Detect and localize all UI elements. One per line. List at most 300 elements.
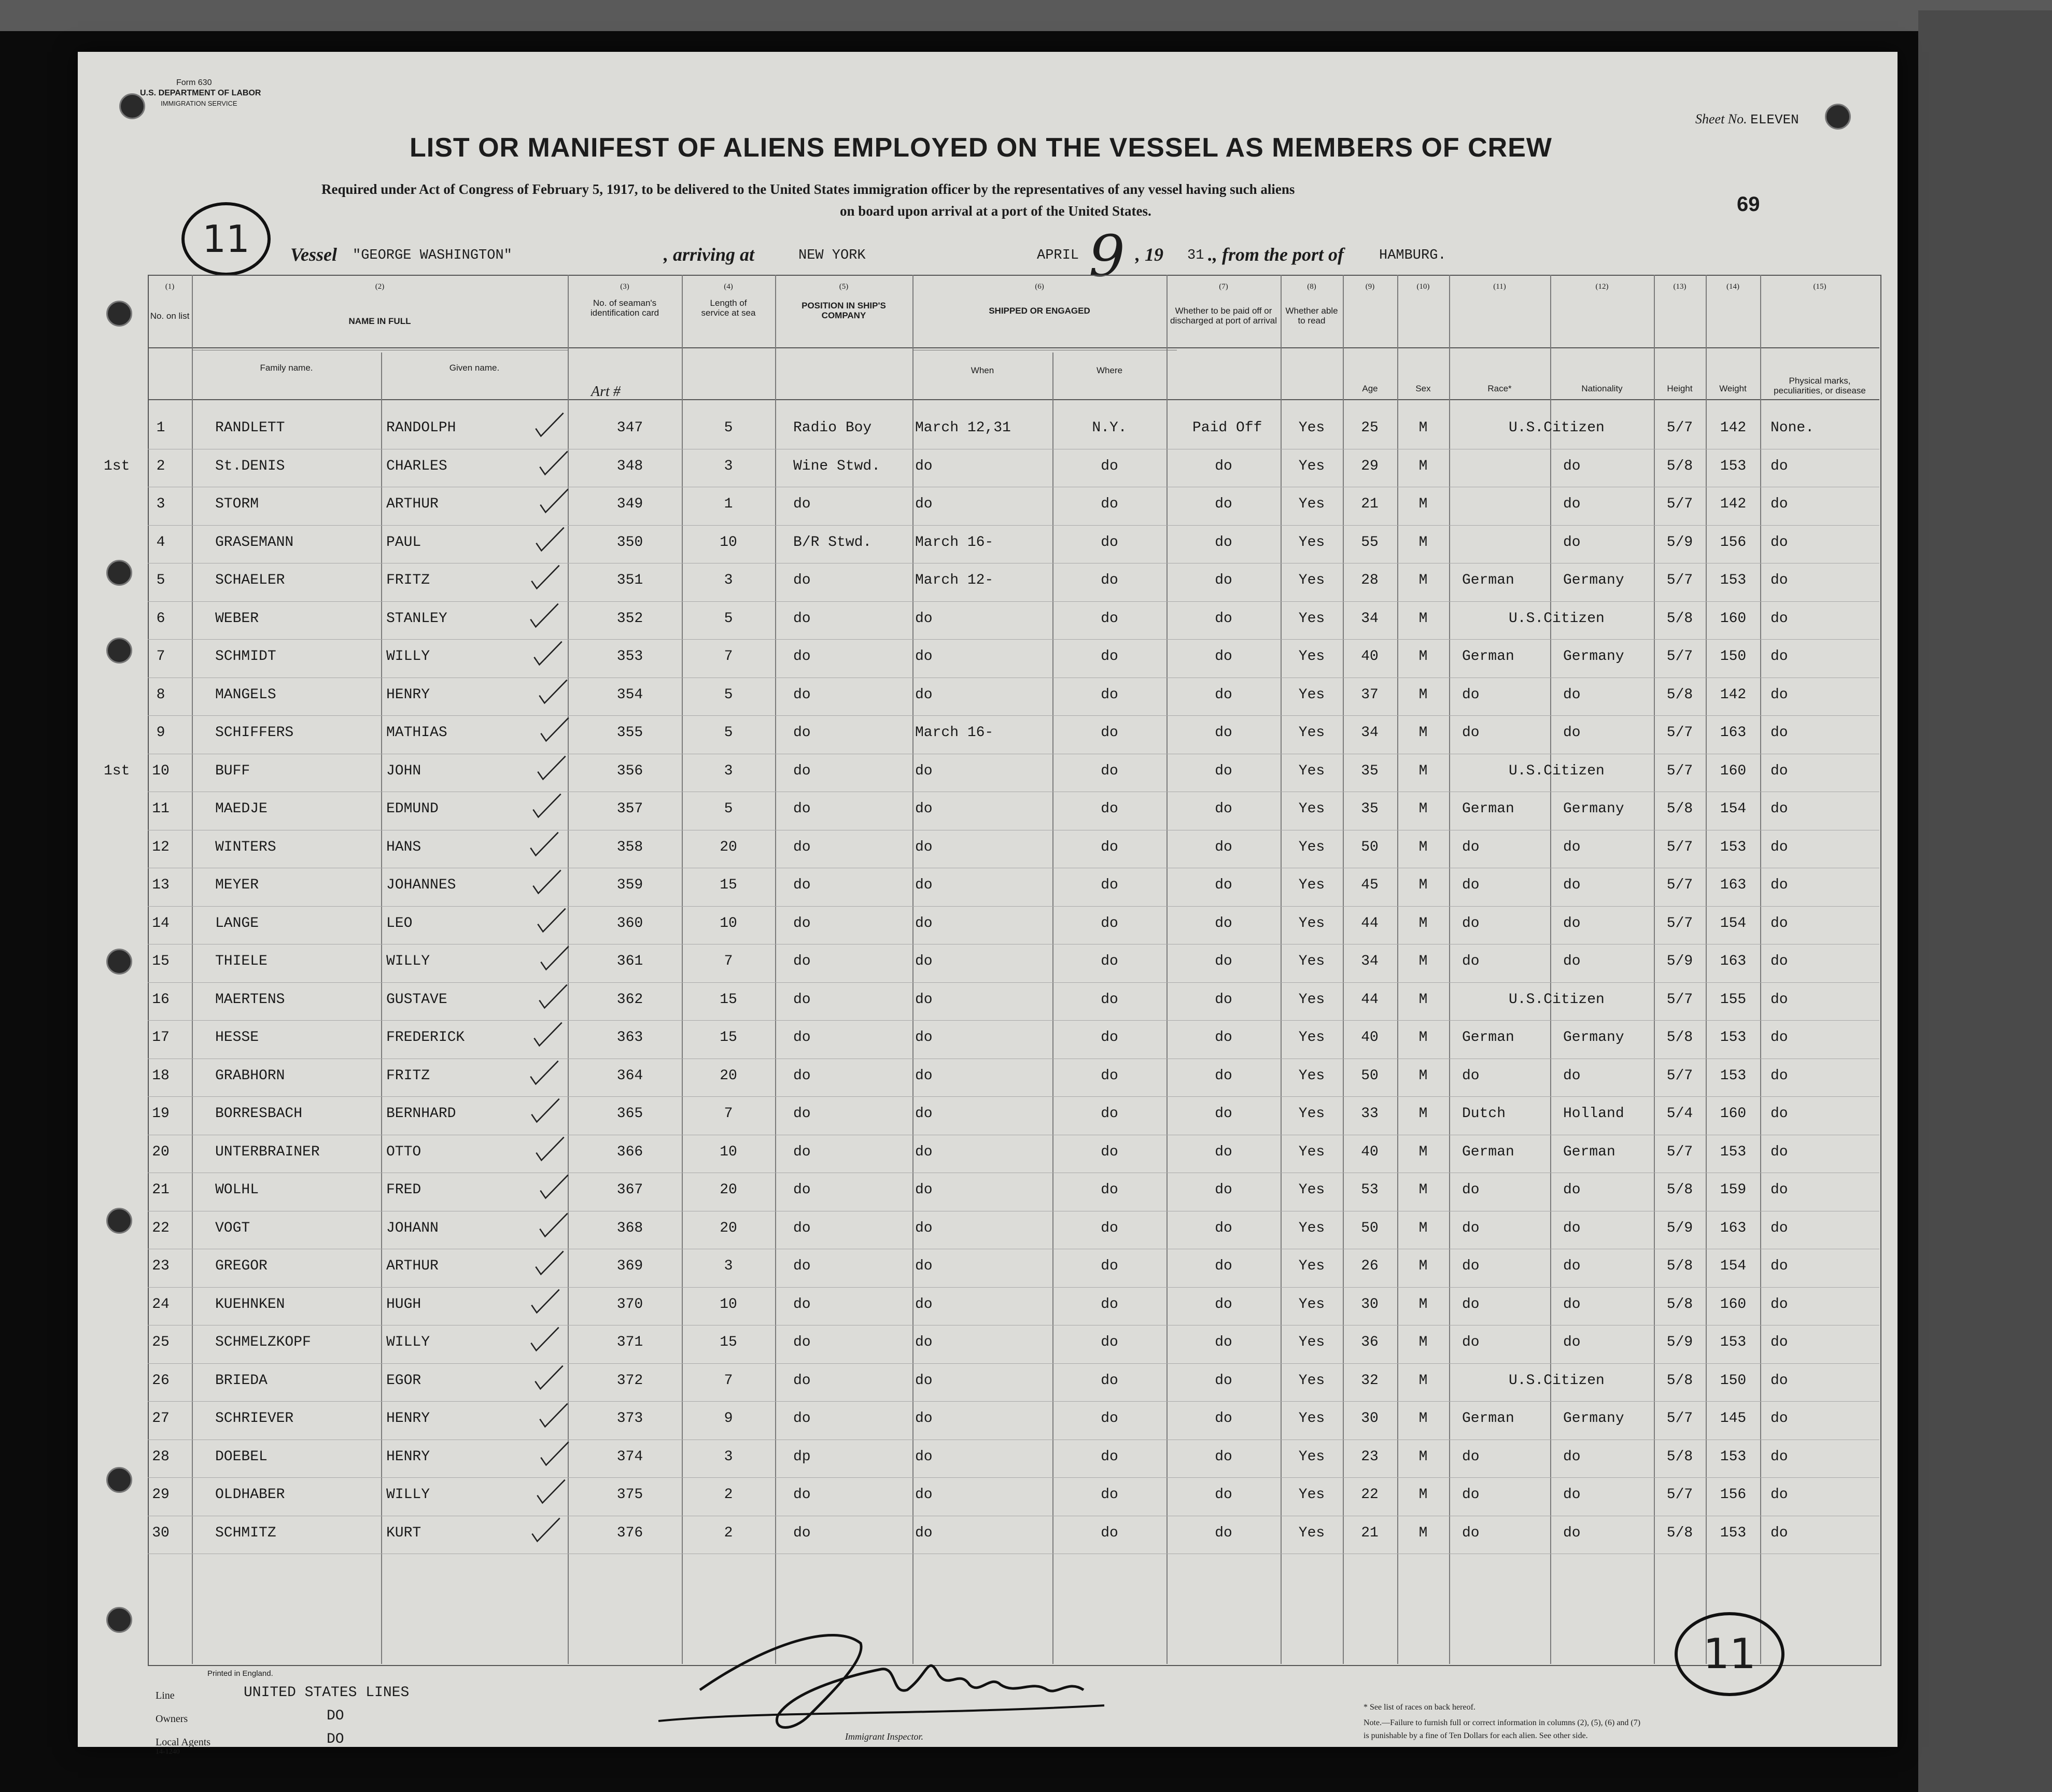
position: do xyxy=(793,1067,811,1084)
owners-label: Owners xyxy=(156,1713,188,1725)
paid-off: do xyxy=(1215,686,1232,703)
row-number: 28 xyxy=(152,1448,170,1465)
height: 5/9 xyxy=(1666,953,1693,969)
sex: M xyxy=(1418,420,1428,436)
height: 5/7 xyxy=(1666,1067,1693,1084)
scan-border-right xyxy=(1918,10,2052,1792)
check-mark-icon xyxy=(538,1205,569,1246)
able-to-read: Yes xyxy=(1298,1067,1325,1084)
row-number: 23 xyxy=(152,1258,170,1274)
shipped-when: do xyxy=(915,1372,933,1389)
given-name: ARTHUR xyxy=(386,496,439,512)
card-number: 349 xyxy=(616,496,643,512)
position: do xyxy=(793,839,811,855)
able-to-read: Yes xyxy=(1298,686,1325,703)
nationality: Germany xyxy=(1563,1410,1624,1427)
row-divider xyxy=(148,1287,1879,1288)
paid-off: do xyxy=(1215,991,1232,1008)
sex: M xyxy=(1418,1144,1428,1160)
col-header-service: Length of service at sea xyxy=(701,298,756,318)
height: 5/7 xyxy=(1666,572,1693,588)
given-name: CHARLES xyxy=(386,458,447,474)
physical-marks: do xyxy=(1770,458,1788,474)
height: 5/8 xyxy=(1666,1372,1693,1389)
page-number: 69 xyxy=(1737,193,1760,216)
weight: 153 xyxy=(1720,458,1747,474)
family-name: GREGOR xyxy=(215,1258,268,1274)
weight: 153 xyxy=(1720,1334,1747,1350)
nationality: do xyxy=(1563,877,1581,893)
punch-hole-icon xyxy=(106,949,132,975)
sex: M xyxy=(1418,725,1428,741)
col-header-position: POSITION IN SHIP'S COMPANY xyxy=(802,301,886,320)
given-name: WILLY xyxy=(386,1334,430,1350)
able-to-read: Yes xyxy=(1298,1106,1325,1122)
subtitle-line-2: on board upon arrival at a port of the United States. xyxy=(840,203,1151,219)
physical-marks: do xyxy=(1770,1220,1788,1236)
able-to-read: Yes xyxy=(1298,1525,1325,1541)
able-to-read: Yes xyxy=(1298,1410,1325,1427)
shipped-where: do xyxy=(1101,648,1118,665)
physical-marks: do xyxy=(1770,1448,1788,1465)
physical-marks: do xyxy=(1770,725,1788,741)
family-name: WEBER xyxy=(215,610,259,627)
col-num-8: (8) xyxy=(1307,283,1316,291)
shipped-where: do xyxy=(1101,610,1118,627)
weight: 153 xyxy=(1720,839,1747,855)
family-name: SCHRIEVER xyxy=(215,1410,294,1427)
able-to-read: Yes xyxy=(1298,1296,1325,1313)
height: 5/9 xyxy=(1666,1220,1693,1236)
punch-hole-icon xyxy=(106,1467,132,1493)
punch-hole-icon xyxy=(106,301,132,327)
race: do xyxy=(1462,1525,1480,1541)
check-mark-icon xyxy=(539,1433,570,1475)
weight: 160 xyxy=(1720,763,1747,779)
given-name: WILLY xyxy=(386,648,430,665)
race: do xyxy=(1462,1258,1480,1274)
service-length: 10 xyxy=(720,915,737,932)
row-divider xyxy=(148,601,1879,602)
given-name: HANS xyxy=(386,839,421,855)
family-name: BRIEDA xyxy=(215,1372,268,1389)
sex: M xyxy=(1418,686,1428,703)
col-num-4: (4) xyxy=(724,283,733,291)
paid-off: do xyxy=(1215,648,1232,665)
service-length: 5 xyxy=(724,420,733,436)
card-number: 363 xyxy=(616,1029,643,1046)
age: 34 xyxy=(1361,725,1379,741)
sheet-value: ELEVEN xyxy=(1750,112,1799,128)
card-number: 365 xyxy=(616,1106,643,1122)
line-value: UNITED STATES LINES xyxy=(244,1685,410,1701)
height: 5/8 xyxy=(1666,801,1693,817)
service-length: 15 xyxy=(720,877,737,893)
race: German xyxy=(1462,1144,1514,1160)
age: 35 xyxy=(1361,763,1379,779)
check-mark-icon xyxy=(531,862,563,903)
col-header-no: No. on list xyxy=(150,311,190,321)
position: Wine Stwd. xyxy=(793,458,881,474)
weight: 142 xyxy=(1720,496,1747,512)
shipped-where: do xyxy=(1101,915,1118,932)
col-header-height: Height xyxy=(1667,384,1693,393)
row-mark: 1st xyxy=(104,458,130,474)
paid-off: do xyxy=(1215,496,1232,512)
given-name: JOHANNES xyxy=(386,877,456,893)
able-to-read: Yes xyxy=(1298,915,1325,932)
card-number: 369 xyxy=(616,1258,643,1274)
service-length: 20 xyxy=(720,1182,737,1198)
agents-value: DO xyxy=(327,1731,344,1747)
owners-value: DO xyxy=(327,1708,344,1724)
age: 40 xyxy=(1361,648,1379,665)
height: 5/8 xyxy=(1666,610,1693,627)
height: 5/9 xyxy=(1666,1334,1693,1350)
shipped-where: do xyxy=(1101,1487,1118,1503)
check-mark-icon xyxy=(539,709,570,751)
inspector-label: Immigrant Inspector. xyxy=(845,1731,923,1742)
check-mark-icon xyxy=(532,633,564,674)
row-number: 7 xyxy=(156,648,165,665)
sex: M xyxy=(1418,1029,1428,1046)
card-number: 370 xyxy=(616,1296,643,1313)
shipped-where: do xyxy=(1101,1372,1118,1389)
card-number: 359 xyxy=(616,877,643,893)
shipped-where: do xyxy=(1101,1525,1118,1541)
check-mark-icon xyxy=(536,900,567,941)
given-name: PAUL xyxy=(386,534,421,551)
circled-number-bottom xyxy=(1675,1612,1784,1696)
service-length: 5 xyxy=(724,725,733,741)
col-num-15: (15) xyxy=(1813,283,1826,291)
nationality: do xyxy=(1563,458,1581,474)
printed-in: Printed in England. xyxy=(207,1669,273,1678)
age: 55 xyxy=(1361,534,1379,551)
paid-off: do xyxy=(1215,1487,1232,1503)
weight: 154 xyxy=(1720,915,1747,932)
able-to-read: Yes xyxy=(1298,991,1325,1008)
sex: M xyxy=(1418,534,1428,551)
age: 44 xyxy=(1361,991,1379,1008)
shipped-where: do xyxy=(1101,572,1118,588)
weight: 153 xyxy=(1720,1525,1747,1541)
col-header-name: NAME IN FULL xyxy=(348,316,411,326)
col-header-race: Race* xyxy=(1487,384,1512,393)
row-number: 11 xyxy=(152,801,170,817)
position: do xyxy=(793,1525,811,1541)
card-number: 375 xyxy=(616,1487,643,1503)
row-number: 22 xyxy=(152,1220,170,1236)
row-number: 9 xyxy=(156,725,165,741)
race: German xyxy=(1462,572,1514,588)
shipped-when: do xyxy=(915,915,933,932)
nationality: do xyxy=(1563,1067,1581,1084)
paid-off: do xyxy=(1215,1372,1232,1389)
nationality: do xyxy=(1563,1448,1581,1465)
shipped-when: March 16- xyxy=(915,534,994,551)
col-num-7: (7) xyxy=(1219,283,1228,291)
paid-off: do xyxy=(1215,534,1232,551)
service-length: 9 xyxy=(724,1410,733,1427)
service-length: 15 xyxy=(720,1334,737,1350)
position: do xyxy=(793,953,811,969)
nationality: do xyxy=(1563,1487,1581,1503)
able-to-read: Yes xyxy=(1298,534,1325,551)
check-mark-icon xyxy=(529,1052,560,1094)
weight: 153 xyxy=(1720,1448,1747,1465)
height: 5/7 xyxy=(1666,1144,1693,1160)
shipped-when: do xyxy=(915,1448,933,1465)
family-name: WOLHL xyxy=(215,1182,259,1198)
height: 5/8 xyxy=(1666,1296,1693,1313)
row-number: 5 xyxy=(156,572,165,588)
col-header-sex: Sex xyxy=(1415,384,1431,393)
shipped-where: do xyxy=(1101,1106,1118,1122)
col-divider xyxy=(775,275,776,1664)
row-divider xyxy=(148,906,1879,907)
sex: M xyxy=(1418,458,1428,474)
col-num-6: (6) xyxy=(1035,283,1044,291)
shipped-where: N.Y. xyxy=(1092,420,1127,436)
form-code: 14-1240 xyxy=(156,1748,180,1756)
vessel-label: Vessel xyxy=(290,244,337,265)
card-number: 351 xyxy=(616,572,643,588)
row-mark: 1st xyxy=(104,763,130,779)
shipped-when: do xyxy=(915,1410,933,1427)
shipped-when: March 16- xyxy=(915,725,994,741)
row-number: 18 xyxy=(152,1067,170,1084)
check-mark-icon xyxy=(529,595,560,637)
shipped-when: do xyxy=(915,1144,933,1160)
nationality: U.S.Citizen xyxy=(1509,991,1605,1008)
paid-off: do xyxy=(1215,1448,1232,1465)
nationality: German xyxy=(1563,1144,1615,1160)
shipped-where: do xyxy=(1101,1220,1118,1236)
nationality: Germany xyxy=(1563,572,1624,588)
weight: 159 xyxy=(1720,1182,1747,1198)
card-number: 376 xyxy=(616,1525,643,1541)
check-mark-icon xyxy=(530,1509,561,1551)
weight: 160 xyxy=(1720,610,1747,627)
card-number: 356 xyxy=(616,763,643,779)
age: 29 xyxy=(1361,458,1379,474)
family-name: STORM xyxy=(215,496,259,512)
given-name: KURT xyxy=(386,1525,421,1541)
col-num-5: (5) xyxy=(839,283,849,291)
position: do xyxy=(793,1334,811,1350)
card-number: 362 xyxy=(616,991,643,1008)
age: 22 xyxy=(1361,1487,1379,1503)
age: 40 xyxy=(1361,1029,1379,1046)
race: do xyxy=(1462,915,1480,932)
col-divider xyxy=(1166,275,1168,1664)
service-length: 10 xyxy=(720,534,737,551)
sex: M xyxy=(1418,1372,1428,1389)
card-number: 350 xyxy=(616,534,643,551)
check-mark-icon xyxy=(539,481,570,522)
given-name: BERNHARD xyxy=(386,1106,456,1122)
row-number: 12 xyxy=(152,839,170,855)
given-name: WILLY xyxy=(386,953,430,969)
nationality: do xyxy=(1563,534,1581,551)
service-length: 5 xyxy=(724,610,733,627)
sex: M xyxy=(1418,953,1428,969)
weight: 163 xyxy=(1720,1220,1747,1236)
card-number: 368 xyxy=(616,1220,643,1236)
shipped-when: do xyxy=(915,1182,933,1198)
race: do xyxy=(1462,839,1480,855)
age: 30 xyxy=(1361,1410,1379,1427)
nationality: Germany xyxy=(1563,801,1624,817)
age: 23 xyxy=(1361,1448,1379,1465)
shipped-when: do xyxy=(915,1296,933,1313)
check-mark-icon xyxy=(536,1471,567,1513)
paid-off: do xyxy=(1215,610,1232,627)
circled-number-text: 11 xyxy=(202,217,250,261)
weight: 153 xyxy=(1720,1144,1747,1160)
race: do xyxy=(1462,1448,1480,1465)
age: 50 xyxy=(1361,1067,1379,1084)
agents-label: Local Agents xyxy=(156,1737,211,1748)
physical-marks: do xyxy=(1770,991,1788,1008)
race: do xyxy=(1462,877,1480,893)
manifest-sheet xyxy=(78,52,1898,1756)
age: 25 xyxy=(1361,420,1379,436)
position: do xyxy=(793,915,811,932)
physical-marks: do xyxy=(1770,953,1788,969)
service-length: 20 xyxy=(720,1067,737,1084)
check-mark-icon xyxy=(538,671,569,713)
nationality: do xyxy=(1563,496,1581,512)
able-to-read: Yes xyxy=(1298,420,1325,436)
shipped-where: do xyxy=(1101,686,1118,703)
col-divider xyxy=(682,275,683,1664)
height: 5/7 xyxy=(1666,877,1693,893)
punch-hole-icon xyxy=(106,1208,132,1234)
card-number: 361 xyxy=(616,953,643,969)
shipped-when: do xyxy=(915,1487,933,1503)
given-name: RANDOLPH xyxy=(386,420,456,436)
check-mark-icon xyxy=(534,1243,565,1284)
age: 33 xyxy=(1361,1106,1379,1122)
header-bottom-divider xyxy=(148,399,1879,400)
given-name: HENRY xyxy=(386,1448,430,1465)
paid-off: do xyxy=(1215,1029,1232,1046)
row-number: 3 xyxy=(156,496,165,512)
service-length: 7 xyxy=(724,1106,733,1122)
given-name: FRED xyxy=(386,1182,421,1198)
race: do xyxy=(1462,1182,1480,1198)
col-num-9: (9) xyxy=(1365,283,1375,291)
row-number: 19 xyxy=(152,1106,170,1122)
service-length: 3 xyxy=(724,1448,733,1465)
family-name: BUFF xyxy=(215,763,250,779)
penalty-note-1: Note.—Failure to furnish full or correct information in columns (2), (5), (6) and (7) xyxy=(1364,1718,1641,1727)
weight: 154 xyxy=(1720,1258,1747,1274)
paid-off: do xyxy=(1215,763,1232,779)
given-name: EGOR xyxy=(386,1372,421,1389)
sex: M xyxy=(1418,1410,1428,1427)
able-to-read: Yes xyxy=(1298,458,1325,474)
able-to-read: Yes xyxy=(1298,1144,1325,1160)
nationality: Holland xyxy=(1563,1106,1624,1122)
form-number: Form 630 xyxy=(176,78,212,87)
height: 5/7 xyxy=(1666,1410,1693,1427)
family-name: UNTERBRAINER xyxy=(215,1144,320,1160)
height: 5/8 xyxy=(1666,1029,1693,1046)
row-divider xyxy=(148,1363,1879,1364)
weight: 163 xyxy=(1720,953,1747,969)
able-to-read: Yes xyxy=(1298,1487,1325,1503)
circled-number-bottom-text: 11 xyxy=(1703,1630,1756,1678)
sex: M xyxy=(1418,1487,1428,1503)
given-name: FRITZ xyxy=(386,1067,430,1084)
height: 5/7 xyxy=(1666,420,1693,436)
position: do xyxy=(793,1372,811,1389)
given-name: FRITZ xyxy=(386,572,430,588)
check-mark-icon xyxy=(532,1014,564,1055)
shipped-when: do xyxy=(915,839,933,855)
given-name: GUSTAVE xyxy=(386,991,447,1008)
row-number: 27 xyxy=(152,1410,170,1427)
sex: M xyxy=(1418,1220,1428,1236)
shipped-where: do xyxy=(1101,1067,1118,1084)
physical-marks: do xyxy=(1770,1144,1788,1160)
punch-hole-icon xyxy=(1825,104,1851,130)
col-header-shipped: SHIPPED OR ENGAGED xyxy=(989,306,1090,316)
row-number: 30 xyxy=(152,1525,170,1541)
family-name: MAERTENS xyxy=(215,991,285,1008)
col-header-nationality: Nationality xyxy=(1581,384,1623,393)
given-name: EDMUND xyxy=(386,801,439,817)
race: German xyxy=(1462,1410,1514,1427)
card-number: 364 xyxy=(616,1067,643,1084)
family-name: WINTERS xyxy=(215,839,276,855)
inspector-signature xyxy=(638,1612,1156,1737)
paid-off: do xyxy=(1215,1106,1232,1122)
physical-marks: do xyxy=(1770,1067,1788,1084)
nationality: do xyxy=(1563,1525,1581,1541)
col-header-read: Whether able to read xyxy=(1285,306,1338,326)
service-length: 20 xyxy=(720,839,737,855)
paid-off: do xyxy=(1215,801,1232,817)
age: 26 xyxy=(1361,1258,1379,1274)
card-number: 360 xyxy=(616,915,643,932)
able-to-read: Yes xyxy=(1298,1448,1325,1465)
paid-off: do xyxy=(1215,1296,1232,1313)
shipped-where: do xyxy=(1101,1144,1118,1160)
given-name: FREDERICK xyxy=(386,1029,465,1046)
row-divider xyxy=(148,982,1879,983)
row-divider xyxy=(148,715,1879,716)
weight: 160 xyxy=(1720,1106,1747,1122)
age: 37 xyxy=(1361,686,1379,703)
row-number: 1 xyxy=(156,420,165,436)
height: 5/8 xyxy=(1666,458,1693,474)
nationality: do xyxy=(1563,1296,1581,1313)
family-name: GRASEMANN xyxy=(215,534,294,551)
service-length: 3 xyxy=(724,572,733,588)
given-name: ARTHUR xyxy=(386,1258,439,1274)
age: 34 xyxy=(1361,953,1379,969)
card-number: 371 xyxy=(616,1334,643,1350)
sex: M xyxy=(1418,915,1428,932)
vessel-name: "GEORGE WASHINGTON" xyxy=(353,248,512,263)
col-num-2: (2) xyxy=(375,283,385,291)
able-to-read: Yes xyxy=(1298,1182,1325,1198)
physical-marks: do xyxy=(1770,1106,1788,1122)
